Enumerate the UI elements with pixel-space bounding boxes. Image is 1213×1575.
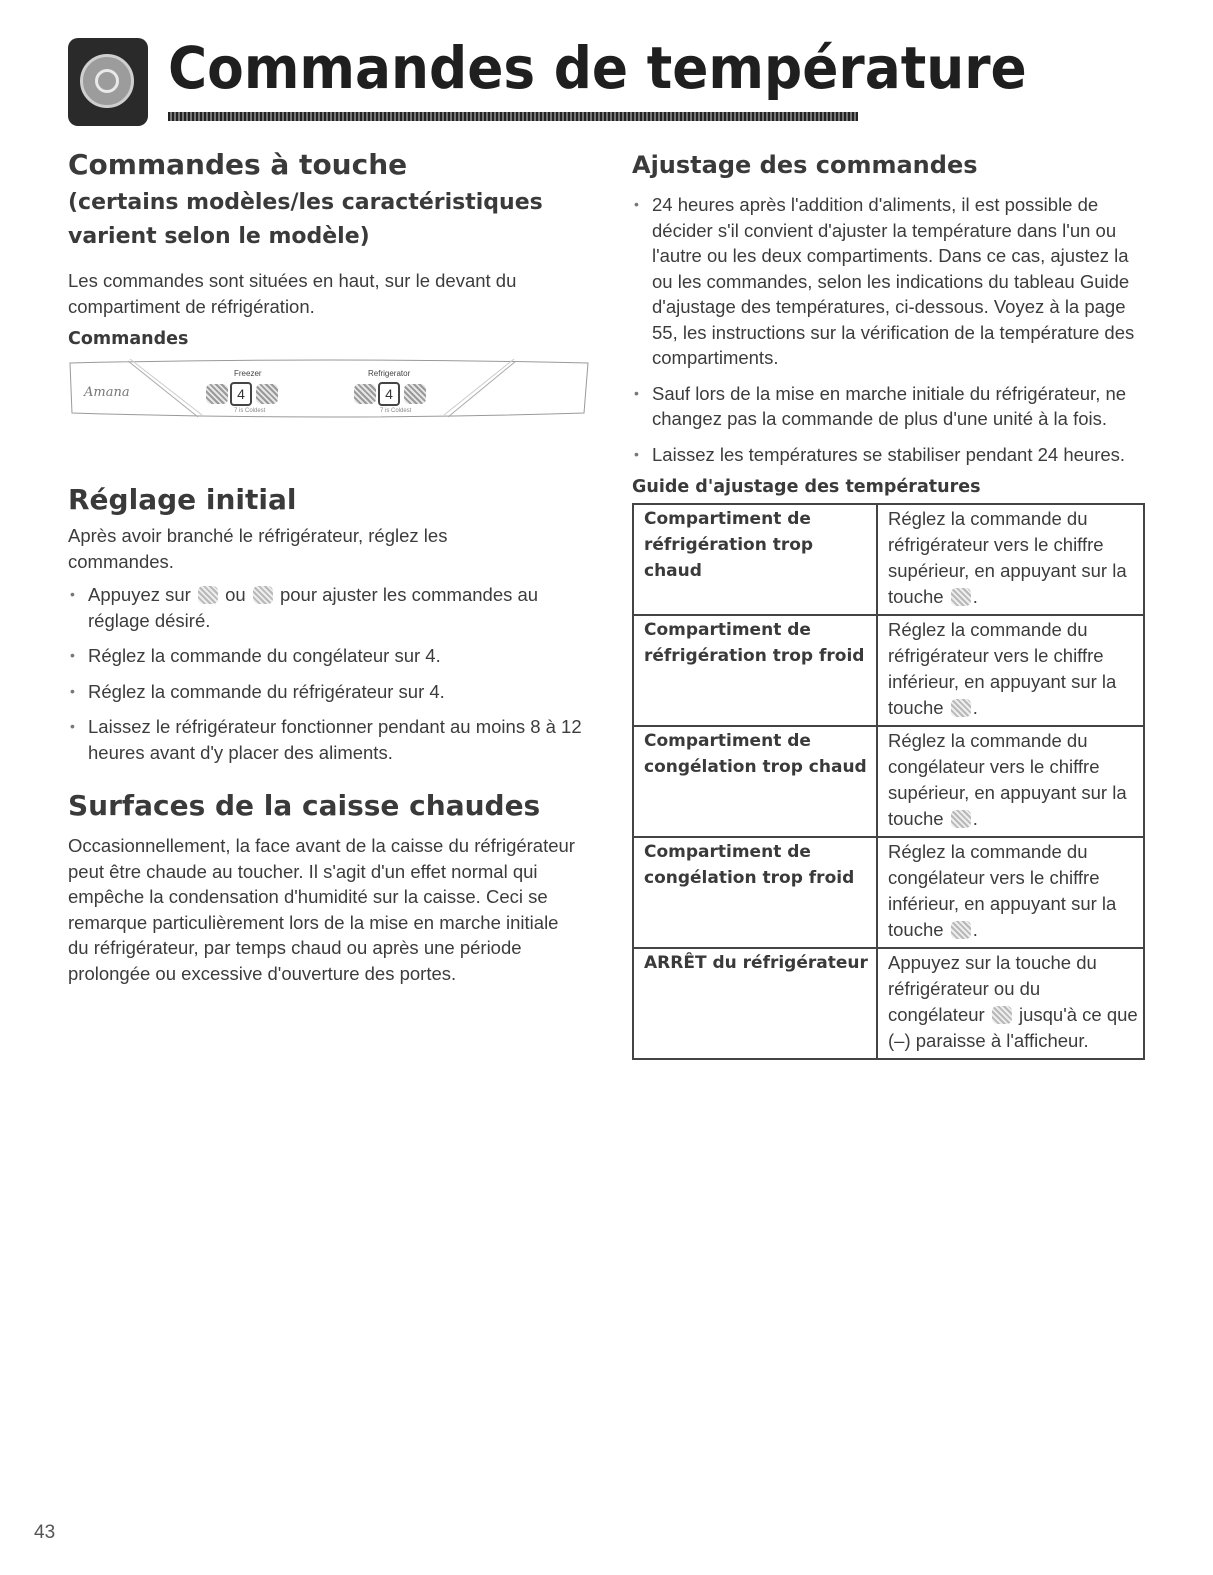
warm-surfaces-body: Occasionnellement, la face avant de la caisse du réfrigérateur peut être chaude au toucher. Il s'agit d'un effet normal qui empêche la condensation d'humidité sur la caisse. Ceci se remarque particulièrement lors de la mise en marche initiale du réfrigérateur, par temps chaud ou après une période prolongée ou excessive d'ouverture des portes.: [68, 835, 575, 984]
refrigerator-coldest-note: 7 is Coldest: [380, 408, 412, 414]
temperature-guide-table: [632, 503, 1145, 1060]
table-row: [633, 726, 1144, 837]
refrigerator-down-button[interactable]: [354, 384, 376, 404]
list-item: • Réglez la commande du congélateur sur 4.: [68, 643, 588, 669]
condition-cell: Compartiment de réfrigération trop froid: [633, 615, 877, 726]
condition-cell: Compartiment de congélation trop froid: [633, 837, 877, 948]
list-item: • 24 heures après l'addition d'aliments, il est possible de décider s'il convient d'ajuster la température dans l'un ou l'autre ou les deux compartiments. Dans ce cas, ajustez la ou les commandes, selon les indications du tableau Guide d'ajustage des températures, ci-dessous. Voyez à la page 55, les instructions sur la vérification de la température des compartiments.: [632, 192, 1147, 371]
freezer-coldest-note: 7 is Coldest: [234, 408, 266, 414]
freezer-label: Freezer: [234, 369, 262, 378]
temperature-dial-icon: [68, 38, 148, 126]
control-panel-illustration: [68, 355, 593, 425]
action-cell: Réglez la commande du congélateur vers le chiffre supérieur, en appuyant sur la touche .: [877, 726, 1144, 837]
table-row: [633, 948, 1144, 1059]
list-item: • Laissez les températures se stabiliser pendant 24 heures.: [632, 442, 1147, 468]
touch-controls-subheading: (certains modèles/les caractéristiques varient selon le modèle): [68, 190, 543, 249]
initial-setting-list: [68, 582, 588, 765]
action-cell: Réglez la commande du congélateur vers le chiffre inférieur, en appuyant sur la touche .: [877, 837, 1144, 948]
action-cell: Réglez la commande du réfrigérateur vers le chiffre supérieur, en appuyant sur la touche .: [877, 504, 1144, 615]
left-column: [68, 148, 588, 986]
adjust-controls-list: [632, 192, 1147, 467]
title-rule: [168, 112, 858, 121]
touch-controls-intro: Les commandes sont situées en haut, sur le devant du compartiment de réfrigération.: [68, 270, 517, 317]
guide-title: Guide d'ajustage des températures: [632, 477, 981, 497]
list-item: • Réglez la commande du réfrigérateur sur 4.: [68, 679, 588, 705]
down-button-icon: [951, 921, 971, 939]
adjust-controls-heading: Ajustage des commandes: [632, 151, 978, 179]
panel-label: Commandes: [68, 329, 189, 349]
freezer-up-button[interactable]: [256, 384, 278, 404]
table-row: [633, 837, 1144, 948]
down-button-icon: [198, 586, 218, 604]
initial-setting-heading: Réglage initial: [68, 483, 297, 516]
page-title: Commandes de température: [168, 34, 1027, 102]
up-button-icon: [253, 586, 273, 604]
down-button-icon: [992, 1006, 1012, 1024]
list-item: • Appuyez sur ou pour ajuster les commandes au réglage désiré.: [68, 582, 588, 633]
freezer-down-button[interactable]: [206, 384, 228, 404]
table-row: [633, 615, 1144, 726]
warm-surfaces-heading: Surfaces de la caisse chaudes: [68, 789, 541, 822]
table-row: [633, 504, 1144, 615]
condition-cell: Compartiment de congélation trop chaud: [633, 726, 877, 837]
page-number: 43: [34, 1522, 56, 1543]
up-button-icon: [951, 588, 971, 606]
condition-cell: ARRÊT du réfrigérateur: [633, 948, 877, 1059]
refrigerator-up-button[interactable]: [404, 384, 426, 404]
condition-cell: Compartiment de réfrigération trop chaud: [633, 504, 877, 615]
touch-controls-heading: Commandes à touche: [68, 148, 408, 181]
page-header: [68, 34, 1027, 130]
panel-brand: Amana: [84, 385, 130, 400]
refrigerator-label: Refrigerator: [368, 369, 411, 378]
list-item: • Laissez le réfrigérateur fonctionner pendant au moins 8 à 12 heures avant d'y placer des aliments.: [68, 714, 588, 765]
initial-setting-intro: Après avoir branché le réfrigérateur, réglez les commandes.: [68, 525, 448, 572]
up-button-icon: [951, 810, 971, 828]
freezer-display: 4: [230, 382, 252, 406]
list-item: • Sauf lors de la mise en marche initiale du réfrigérateur, ne changez pas la commande de plus d'une unité à la fois.: [632, 381, 1147, 432]
control-panel-outline: [68, 355, 593, 425]
refrigerator-display: 4: [378, 382, 400, 406]
action-cell: Appuyez sur la touche du réfrigérateur ou du congélateur jusqu'à ce que (–) paraisse à l'afficheur.: [877, 948, 1144, 1059]
action-cell: Réglez la commande du réfrigérateur vers le chiffre inférieur, en appuyant sur la touche .: [877, 615, 1144, 726]
right-column: [632, 148, 1147, 1060]
down-button-icon: [951, 699, 971, 717]
